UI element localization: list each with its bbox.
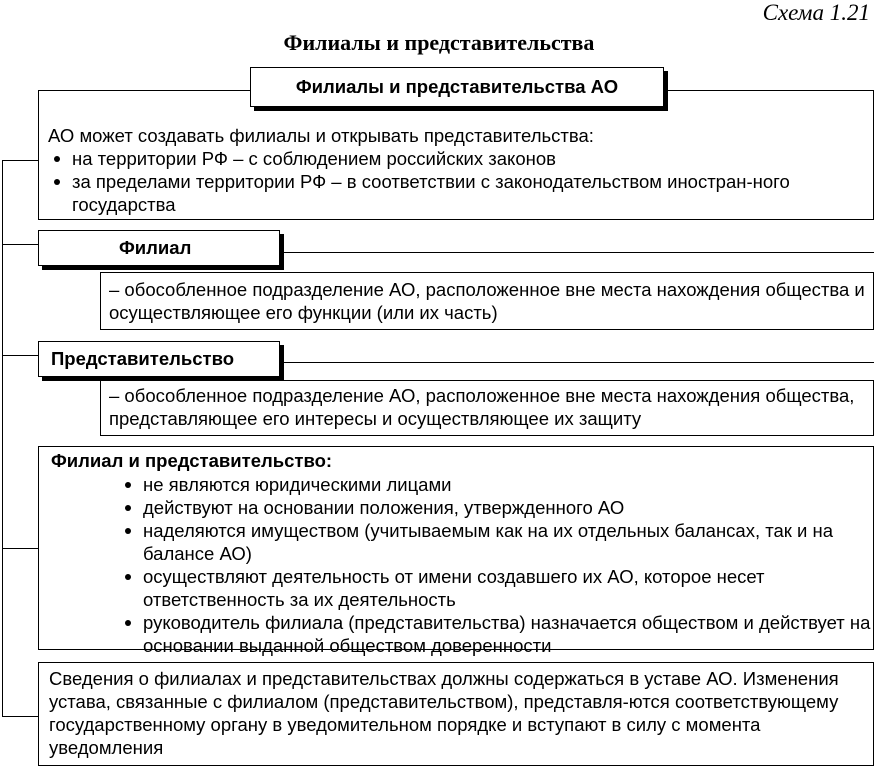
intro-lead: АО может создавать филиалы и открывать представительства: <box>48 125 594 146</box>
intro-content <box>48 124 868 216</box>
common-bullet: действуют на основании положения, утвержденного АО <box>119 496 873 519</box>
common-bullet: осуществляют деятельность от имени создавшего их АО, которое несет ответственность за их деятельность <box>119 565 873 611</box>
common-bullet: руководитель филиала (представительства) назначается обществом и действует на основании выданной обществом доверенности <box>119 611 873 657</box>
charter-note: Сведения о филиалах и представительствах должны содержаться в уставе АО. Изменения устава, связанные с филиалом (представительством), представля-ются соответствующему государственному органу в уведомительном порядке и вступают в силу с момента уведомления <box>49 668 839 758</box>
common-content <box>39 447 873 657</box>
connector-to-common <box>2 548 38 549</box>
branch-rule <box>280 252 874 253</box>
common-bullet: наделяются имуществом (учитываемым как на их отдельных балансах, так и на балансе АО) <box>119 519 873 565</box>
branch-definition: – обособленное подразделение АО, расположенное вне места нахождения общества и осуществляющее его функции (или их часть) <box>109 279 865 323</box>
section-header-box <box>250 67 664 107</box>
branch-label: Филиал <box>119 237 192 258</box>
charter-note-box <box>38 662 874 766</box>
common-bullet-list <box>119 473 873 657</box>
intro-bullet-list <box>48 147 868 216</box>
intro-bullet: за пределами территории РФ – в соответствии с законодательством иностран-ного государства <box>48 170 868 216</box>
intro-bullet: на территории РФ – с соблюдением российских законов <box>48 147 868 170</box>
common-features-box <box>38 446 874 656</box>
section-header: Филиалы и представительства АО <box>295 76 619 97</box>
scheme-number: Схема 1.21 <box>762 0 870 25</box>
representative-definition: – обособленное подразделение АО, расположенное вне места нахождения общества, представляющее его интересы и осуществляющее их защиту <box>109 385 855 429</box>
representative-definition-box <box>100 380 874 436</box>
representative-label: Представительство <box>51 348 235 369</box>
branch-definition-box <box>100 272 874 330</box>
common-lead: Филиал и представительство: <box>51 450 333 471</box>
diagram-title: Филиалы и представительства <box>283 30 595 55</box>
representative-rule <box>280 362 874 363</box>
connector-to-branch <box>2 244 38 245</box>
branch-label-box <box>38 230 280 266</box>
connector-to-intro <box>2 160 38 161</box>
connector-to-charter <box>2 716 38 717</box>
connector-to-representative <box>2 355 38 356</box>
representative-label-box <box>38 341 280 377</box>
common-bullet: не являются юридическими лицами <box>119 473 873 496</box>
